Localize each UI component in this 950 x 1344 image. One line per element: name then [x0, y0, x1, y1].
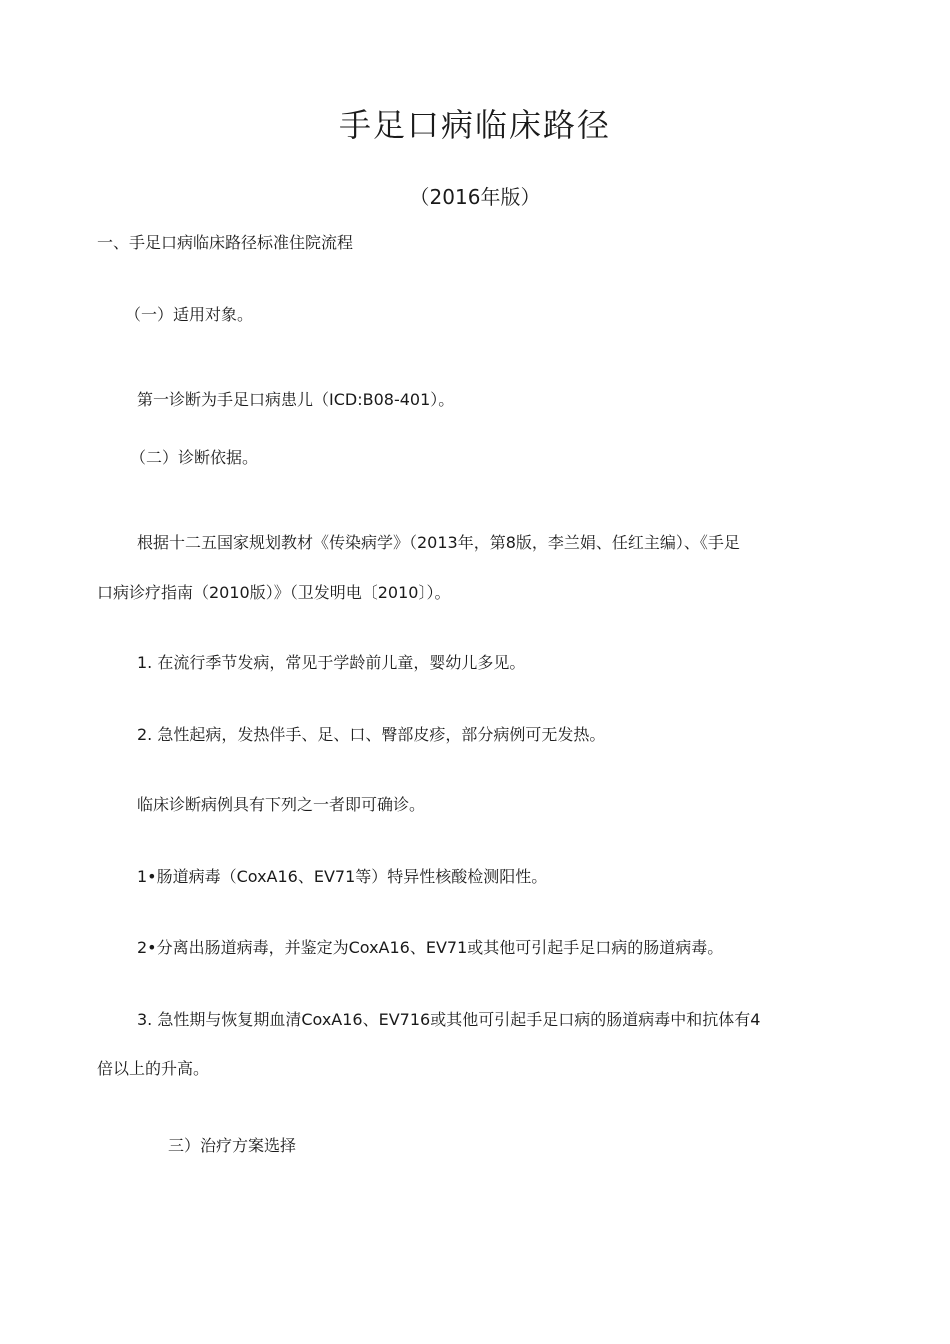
list-item-2: 2. 急性起病，发热伴手、足、口、臀部皮疹，部分病例可无发热。 — [137, 725, 606, 744]
paragraph-basis-line2: 口病诊疗指南（2010版）》（卫发明电〔2010〕）。 — [97, 583, 451, 602]
list-item-1: 1. 在流行季节发病，常见于学龄前儿童，婴幼儿多见。 — [137, 653, 526, 672]
subsection-heading-basis: （二）诊断依据。 — [130, 448, 259, 467]
paragraph-confirm: 临床诊断病例具有下列之一者即可确诊。 — [137, 795, 426, 814]
document-subtitle: （2016年版） — [409, 185, 541, 209]
document-title: 手足口病临床路径 — [338, 106, 611, 144]
subsection-heading-scope: （一）适用对象。 — [125, 305, 254, 324]
subsection-heading-treatment: 三）治疗方案选择 — [168, 1136, 297, 1155]
paragraph-basis-line1: 根据十二五国家规划教材《传染病学》（2013年，第8版，李兰娟、任红主编）、《手足 — [137, 533, 740, 552]
section-heading-1: 一、手足口病临床路径标准住院流程 — [97, 233, 354, 252]
confirm-item-1: 1•肠道病毒（CoxA16、EV71等）特异性核酸检测阳性。 — [137, 867, 548, 886]
confirm-item-3-line1: 3. 急性期与恢复期血清CoxA16、EV716或其他可引起手足口病的肠道病毒中和抗体有4 — [137, 1010, 761, 1029]
paragraph-diagnosis: 第一诊断为手足口病患儿（ICD:B08-401）。 — [137, 390, 455, 409]
confirm-item-3-line2: 倍以上的升高。 — [97, 1059, 210, 1078]
confirm-item-2: 2•分离出肠道病毒，并鉴定为CoxA16、EV71或其他可引起手足口病的肠道病毒。 — [137, 938, 724, 957]
